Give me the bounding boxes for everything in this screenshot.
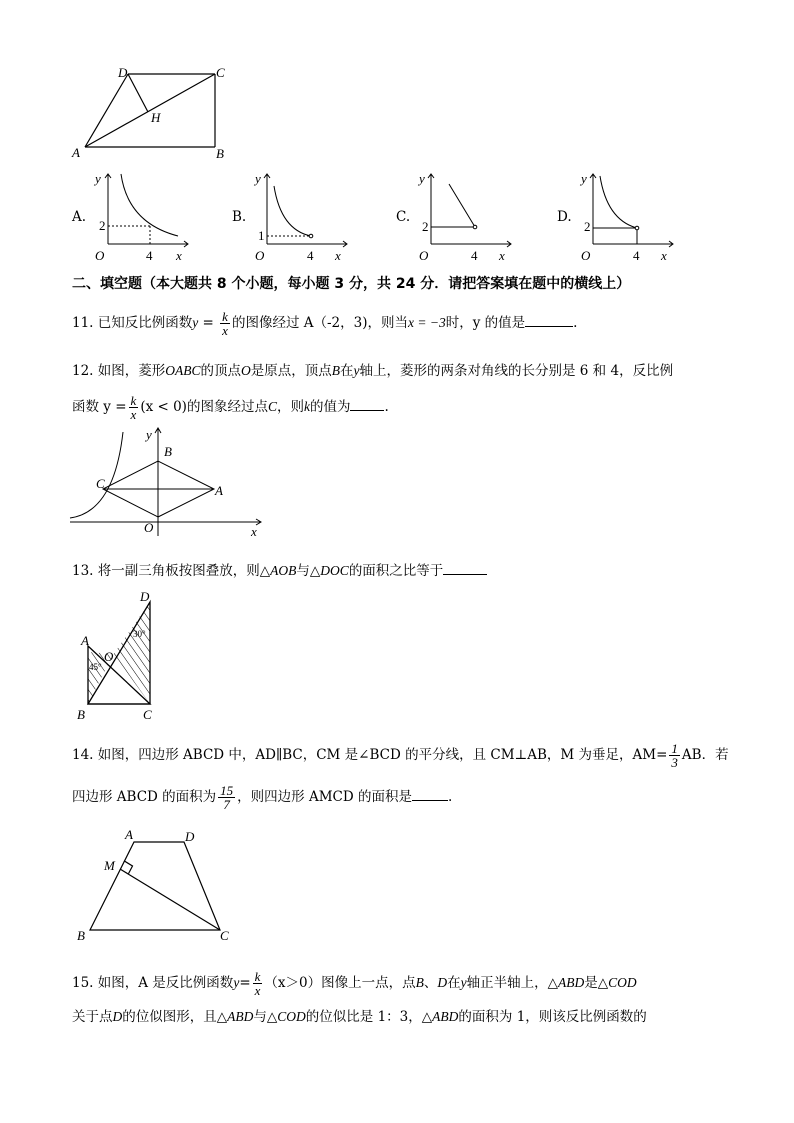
fig13-45: 45° bbox=[89, 662, 102, 672]
option-b-x: x bbox=[335, 248, 341, 263]
option-c-ytick: 2 bbox=[422, 219, 429, 234]
option-d-graph bbox=[573, 168, 683, 268]
fig12-x: x bbox=[251, 524, 257, 539]
option-c-label[interactable]: C. bbox=[396, 209, 411, 225]
option-a-xtick: 4 bbox=[146, 248, 153, 263]
question-12-line2: 函数 y = $\frac{k}{x}$ (x < 0)的图象经过点C，则k的值为 . bbox=[72, 393, 389, 422]
option-b-label[interactable]: B. bbox=[232, 209, 247, 225]
answer-blank-13[interactable] bbox=[443, 574, 487, 575]
option-b-graph bbox=[247, 168, 357, 268]
option-d-x: x bbox=[661, 248, 667, 263]
option-c-graph bbox=[411, 168, 521, 268]
answer-blank-12[interactable] bbox=[350, 410, 384, 411]
section-heading: 二、填空题（本大题共 8 个小题，每小题 3 分，共 24 分．请把答案填在题中的横线上） bbox=[72, 276, 631, 292]
fig13-30: 30° bbox=[133, 629, 146, 639]
fig13-c: C bbox=[143, 707, 152, 722]
question-15-line1: 15. 如图，A 是反比例函数y= $\frac{k}{x}$ （x＞0）图像上一点，点B、D在y轴正半轴上，△ABD是△COD bbox=[72, 969, 637, 998]
question-12-line1: 12. 如图，菱形OABC的顶点O是原点，顶点B在y轴上，菱形的两条对角线的长分别是 6 和 4，反比例 bbox=[72, 363, 674, 379]
fig12-o: O bbox=[144, 520, 154, 535]
figure-rhombus-oabc bbox=[66, 424, 266, 539]
option-d-ytick: 2 bbox=[584, 219, 591, 234]
label-h: H bbox=[151, 110, 161, 125]
fig13-b: B bbox=[77, 707, 85, 722]
label-b: B bbox=[216, 146, 224, 161]
fig14-b: B bbox=[77, 928, 85, 943]
option-d-y: y bbox=[581, 171, 587, 186]
fig14-a: A bbox=[125, 827, 133, 842]
fig13-d: D bbox=[140, 589, 150, 604]
answer-blank-11[interactable] bbox=[525, 326, 573, 327]
option-a-label[interactable]: A. bbox=[72, 209, 87, 225]
option-b-ytick: 1 bbox=[258, 228, 265, 243]
figure-trapezoid-abcd bbox=[72, 824, 242, 944]
question-11: 11. 已知反比例函数y = $\frac{k}{x}$ 的图像经过 A（-2，3)，则当x = −3时，y 的值是 . bbox=[72, 309, 578, 338]
answer-blank-14[interactable] bbox=[412, 800, 448, 801]
figure-rectangle-abcd bbox=[60, 60, 240, 165]
question-14-line1: 14. 如图，四边形 ABCD 中，AD∥BC，CM 是∠BCD 的平分线，且 CM⊥AB，M 为垂足，AM= $\frac{1}{3}$ AB．若 bbox=[72, 741, 729, 770]
option-c-y: y bbox=[419, 171, 425, 186]
fig12-a: A bbox=[215, 483, 223, 498]
option-a-y: y bbox=[95, 171, 101, 186]
option-d-origin: O bbox=[581, 248, 591, 263]
question-13: 13. 将一副三角板按图叠放，则△AOB与△DOC的面积之比等于 bbox=[72, 562, 487, 580]
option-a-origin: O bbox=[95, 248, 105, 263]
fig13-a: A bbox=[81, 633, 89, 648]
option-a-x: x bbox=[176, 248, 182, 263]
fig14-d: D bbox=[185, 829, 195, 844]
option-a-graph bbox=[88, 168, 198, 268]
fig12-c: C bbox=[96, 476, 105, 491]
option-d-xtick: 4 bbox=[633, 248, 640, 263]
fig12-y: y bbox=[146, 427, 152, 442]
label-d: D bbox=[118, 65, 128, 80]
option-d-label[interactable]: D. bbox=[557, 209, 572, 225]
label-a: A bbox=[72, 145, 80, 160]
fig13-o: O bbox=[104, 649, 114, 664]
question-15-line2: 关于点D的位似图形，且△ABD与△COD的位似比是 1：3，△ABD的面积为 1，则该反比例函数的 bbox=[72, 1009, 647, 1025]
option-c-xtick: 4 bbox=[471, 248, 478, 263]
fig12-b: B bbox=[164, 444, 172, 459]
option-c-x: x bbox=[499, 248, 505, 263]
question-14-line2: 四边形 ABCD 的面积为 $\frac{15}{7}$ ，则四边形 AMCD 的面积是 . bbox=[72, 783, 453, 812]
fig14-c: C bbox=[220, 928, 229, 943]
label-c: C bbox=[216, 65, 225, 80]
option-b-y: y bbox=[255, 171, 261, 186]
figure-triangles-13 bbox=[74, 586, 174, 724]
option-b-origin: O bbox=[255, 248, 265, 263]
option-b-xtick: 4 bbox=[307, 248, 314, 263]
option-a-ytick: 2 bbox=[99, 218, 106, 233]
option-c-origin: O bbox=[419, 248, 429, 263]
fig14-m: M bbox=[104, 858, 115, 873]
